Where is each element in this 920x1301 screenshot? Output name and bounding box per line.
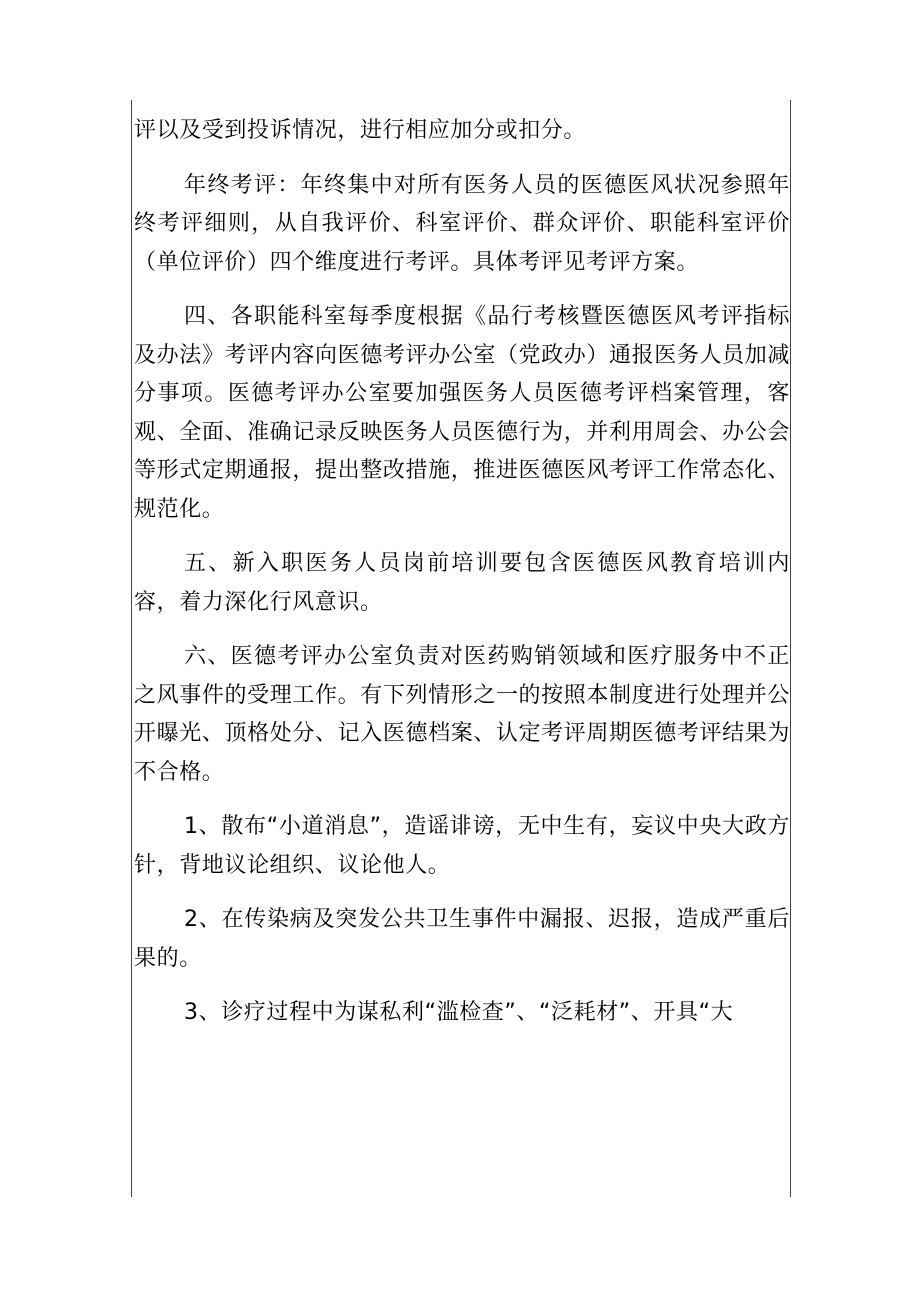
paragraph-section-five: 五、新入职医务人员岗前培训要包含医德医风教育培训内容，着力深化行风意识。 bbox=[134, 551, 790, 615]
table-right-border bbox=[790, 100, 791, 1197]
list-item-2: 2、在传染病及突发公共卫生事件中漏报、迟报，造成严重后果的。 bbox=[134, 907, 790, 971]
list-item-3: 3、诊疗过程中为谋私利“滥检查”、“泛耗材”、开具“大 bbox=[184, 1000, 734, 1025]
list-item-1: 1、散布“小道消息”，造谣诽谤，无中生有，妄议中央大政方针，背地议论组织、议论他人。 bbox=[134, 814, 790, 878]
paragraph-section-four: 四、各职能科室每季度根据《品行考核暨医德医风考评指标及办法》考评内容向医德考评办公室（党政办）通报医务人员加减分事项。医德考评办公室要加强医务人员医德考评档案管理，客观、全面、准确记录反映医务人员医德行为，并利用周会、办公会等形式定期通报，提出整改措施，推进医德医风考评工作常态化、规范化。 bbox=[134, 304, 790, 522]
paragraph-year-end-review: 年终考评：年终集中对所有医务人员的医德医风状况参照年终考评细则，从自我评价、科室评价、群众评价、职能科室评价（单位评价）四个维度进行考评。具体考评见考评方案。 bbox=[134, 172, 790, 275]
table-left-border bbox=[131, 100, 132, 1197]
paragraph-continuation: 评以及受到投诉情况，进行相应加分或扣分。 bbox=[134, 118, 587, 143]
document-body bbox=[134, 112, 790, 1033]
paragraph-section-six: 六、医德考评办公室负责对医药购销领域和医疗服务中不正之风事件的受理工作。有下列情形之一的按照本制度进行处理并公开曝光、顶格处分、记入医德档案、认定考评周期医德考评结果为不合格。 bbox=[134, 644, 790, 785]
